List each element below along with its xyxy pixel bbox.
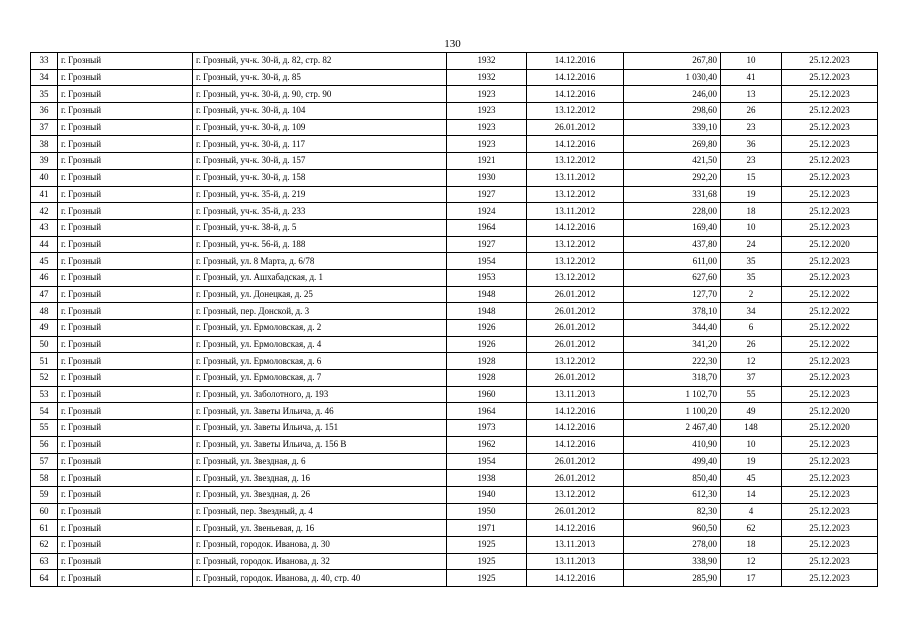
deadline-cell: 25.12.2023 — [782, 353, 878, 370]
city-cell: г. Грозный — [58, 153, 193, 170]
city-cell: г. Грозный — [58, 486, 193, 503]
date-cell: 14.12.2016 — [527, 136, 624, 153]
date-cell: 13.12.2012 — [527, 269, 624, 286]
city-cell: г. Грозный — [58, 186, 193, 203]
year-built-cell: 1923 — [447, 86, 527, 103]
date-cell: 26.01.2012 — [527, 453, 624, 470]
deadline-cell: 25.12.2023 — [782, 53, 878, 70]
year-built-cell: 1924 — [447, 203, 527, 220]
deadline-cell: 25.12.2022 — [782, 336, 878, 353]
date-cell: 13.12.2012 — [527, 236, 624, 253]
year-built-cell: 1954 — [447, 253, 527, 270]
area-cell: 292,20 — [624, 169, 721, 186]
deadline-cell: 25.12.2020 — [782, 236, 878, 253]
city-cell: г. Грозный — [58, 136, 193, 153]
city-cell: г. Грозный — [58, 503, 193, 520]
city-cell: г. Грозный — [58, 453, 193, 470]
address-cell: г. Грозный, ул. Звездная, д. 26 — [193, 486, 447, 503]
row-number: 42 — [31, 203, 58, 220]
address-cell: г. Грозный, ул. Ермоловская, д. 6 — [193, 353, 447, 370]
row-number: 47 — [31, 286, 58, 303]
deadline-cell: 25.12.2023 — [782, 219, 878, 236]
year-built-cell: 1964 — [447, 219, 527, 236]
address-cell: г. Грозный, ул. Звездная, д. 6 — [193, 453, 447, 470]
address-cell: г. Грозный, уч-к. 30-й, д. 85 — [193, 69, 447, 86]
city-cell: г. Грозный — [58, 403, 193, 420]
date-cell: 26.01.2012 — [527, 470, 624, 487]
row-number: 41 — [31, 186, 58, 203]
city-cell: г. Грозный — [58, 269, 193, 286]
address-cell: г. Грозный, ул. Заветы Ильича, д. 151 — [193, 420, 447, 437]
table-row — [31, 336, 878, 353]
residents-cell: 4 — [721, 503, 782, 520]
table-row — [31, 153, 878, 170]
row-number: 52 — [31, 370, 58, 387]
year-built-cell: 1930 — [447, 169, 527, 186]
date-cell: 13.12.2012 — [527, 103, 624, 120]
row-number: 43 — [31, 219, 58, 236]
year-built-cell: 1923 — [447, 136, 527, 153]
city-cell: г. Грозный — [58, 553, 193, 570]
city-cell: г. Грозный — [58, 320, 193, 337]
address-cell: г. Грозный, ул. Заветы Ильича, д. 46 — [193, 403, 447, 420]
row-number: 40 — [31, 169, 58, 186]
deadline-cell: 25.12.2023 — [782, 503, 878, 520]
address-cell: г. Грозный, городок. Иванова, д. 32 — [193, 553, 447, 570]
residents-cell: 62 — [721, 520, 782, 537]
deadline-cell: 25.12.2023 — [782, 69, 878, 86]
date-cell: 14.12.2016 — [527, 86, 624, 103]
residents-cell: 26 — [721, 103, 782, 120]
year-built-cell: 1954 — [447, 453, 527, 470]
date-cell: 26.01.2012 — [527, 370, 624, 387]
city-cell: г. Грозный — [58, 470, 193, 487]
table-row — [31, 119, 878, 136]
row-number: 48 — [31, 303, 58, 320]
row-number: 36 — [31, 103, 58, 120]
city-cell: г. Грозный — [58, 203, 193, 220]
address-cell: г. Грозный, ул. Звездная, д. 16 — [193, 470, 447, 487]
deadline-cell: 25.12.2023 — [782, 453, 878, 470]
area-cell: 611,00 — [624, 253, 721, 270]
city-cell: г. Грозный — [58, 353, 193, 370]
date-cell: 26.01.2012 — [527, 119, 624, 136]
table-row — [31, 253, 878, 270]
year-built-cell: 1960 — [447, 386, 527, 403]
row-number: 64 — [31, 570, 58, 587]
table-row — [31, 453, 878, 470]
date-cell: 14.12.2016 — [527, 436, 624, 453]
address-cell: г. Грозный, уч-к. 30-й, д. 104 — [193, 103, 447, 120]
residents-cell: 19 — [721, 453, 782, 470]
area-cell: 1 102,70 — [624, 386, 721, 403]
address-cell: г. Грозный, пер. Донской, д. 3 — [193, 303, 447, 320]
row-number: 62 — [31, 536, 58, 553]
date-cell: 13.11.2013 — [527, 536, 624, 553]
row-number: 55 — [31, 420, 58, 437]
area-cell: 82,30 — [624, 503, 721, 520]
residents-cell: 49 — [721, 403, 782, 420]
city-cell: г. Грозный — [58, 86, 193, 103]
table-row — [31, 536, 878, 553]
residents-cell: 10 — [721, 219, 782, 236]
row-number: 59 — [31, 486, 58, 503]
year-built-cell: 1921 — [447, 153, 527, 170]
area-cell: 228,00 — [624, 203, 721, 220]
residents-cell: 17 — [721, 570, 782, 587]
residents-cell: 55 — [721, 386, 782, 403]
area-cell: 1 030,40 — [624, 69, 721, 86]
deadline-cell: 25.12.2023 — [782, 86, 878, 103]
year-built-cell: 1964 — [447, 403, 527, 420]
residents-cell: 18 — [721, 536, 782, 553]
date-cell: 13.12.2012 — [527, 353, 624, 370]
year-built-cell: 1926 — [447, 336, 527, 353]
residents-cell: 19 — [721, 186, 782, 203]
area-cell: 298,60 — [624, 103, 721, 120]
city-cell: г. Грозный — [58, 520, 193, 537]
address-cell: г. Грозный, ул. Звеньевая, д. 16 — [193, 520, 447, 537]
address-cell: г. Грозный, уч-к. 30-й, д. 90, стр. 90 — [193, 86, 447, 103]
table-row — [31, 386, 878, 403]
address-cell: г. Грозный, ул. 8 Марта, д. 6/78 — [193, 253, 447, 270]
residents-cell: 36 — [721, 136, 782, 153]
row-number: 57 — [31, 453, 58, 470]
date-cell: 14.12.2016 — [527, 403, 624, 420]
table-row — [31, 286, 878, 303]
residents-cell: 148 — [721, 420, 782, 437]
residents-cell: 10 — [721, 436, 782, 453]
row-number: 33 — [31, 53, 58, 70]
address-cell: г. Грозный, ул. Ермоловская, д. 4 — [193, 336, 447, 353]
table-row — [31, 269, 878, 286]
city-cell: г. Грозный — [58, 53, 193, 70]
date-cell: 13.12.2012 — [527, 186, 624, 203]
deadline-cell: 25.12.2023 — [782, 520, 878, 537]
area-cell: 269,80 — [624, 136, 721, 153]
year-built-cell: 1948 — [447, 286, 527, 303]
city-cell: г. Грозный — [58, 219, 193, 236]
row-number: 61 — [31, 520, 58, 537]
address-cell: г. Грозный, пер. Звездный, д. 4 — [193, 503, 447, 520]
table-row — [31, 219, 878, 236]
year-built-cell: 1932 — [447, 53, 527, 70]
deadline-cell: 25.12.2023 — [782, 253, 878, 270]
year-built-cell: 1940 — [447, 486, 527, 503]
row-number: 45 — [31, 253, 58, 270]
city-cell: г. Грозный — [58, 370, 193, 387]
table-row — [31, 370, 878, 387]
area-cell: 421,50 — [624, 153, 721, 170]
year-built-cell: 1932 — [447, 69, 527, 86]
residents-cell: 34 — [721, 303, 782, 320]
deadline-cell: 25.12.2023 — [782, 119, 878, 136]
residents-cell: 41 — [721, 69, 782, 86]
area-cell: 341,20 — [624, 336, 721, 353]
residents-cell: 14 — [721, 486, 782, 503]
area-cell: 246,00 — [624, 86, 721, 103]
year-built-cell: 1953 — [447, 269, 527, 286]
address-cell: г. Грозный, уч-к. 30-й, д. 82, стр. 82 — [193, 53, 447, 70]
deadline-cell: 25.12.2023 — [782, 386, 878, 403]
city-cell: г. Грозный — [58, 336, 193, 353]
row-number: 58 — [31, 470, 58, 487]
deadline-cell: 25.12.2023 — [782, 186, 878, 203]
table-row — [31, 169, 878, 186]
address-cell: г. Грозный, уч-к. 30-й, д. 157 — [193, 153, 447, 170]
city-cell: г. Грозный — [58, 169, 193, 186]
address-cell: г. Грозный, ул. Донецкая, д. 25 — [193, 286, 447, 303]
residents-cell: 37 — [721, 370, 782, 387]
deadline-cell: 25.12.2023 — [782, 570, 878, 587]
area-cell: 222,30 — [624, 353, 721, 370]
deadline-cell: 25.12.2023 — [782, 153, 878, 170]
table-row — [31, 53, 878, 70]
table-row — [31, 353, 878, 370]
deadline-cell: 25.12.2023 — [782, 486, 878, 503]
table-row — [31, 570, 878, 587]
table-row — [31, 420, 878, 437]
year-built-cell: 1925 — [447, 553, 527, 570]
date-cell: 26.01.2012 — [527, 303, 624, 320]
residents-cell: 35 — [721, 253, 782, 270]
area-cell: 627,60 — [624, 269, 721, 286]
address-cell: г. Грозный, ул. Заветы Ильича, д. 156 В — [193, 436, 447, 453]
housing-registry-table — [30, 52, 878, 587]
area-cell: 378,10 — [624, 303, 721, 320]
residents-cell: 2 — [721, 286, 782, 303]
area-cell: 318,70 — [624, 370, 721, 387]
city-cell: г. Грозный — [58, 119, 193, 136]
residents-cell: 12 — [721, 353, 782, 370]
date-cell: 14.12.2016 — [527, 520, 624, 537]
table-body — [31, 53, 878, 587]
row-number: 60 — [31, 503, 58, 520]
residents-cell: 18 — [721, 203, 782, 220]
area-cell: 331,68 — [624, 186, 721, 203]
address-cell: г. Грозный, городок. Иванова, д. 30 — [193, 536, 447, 553]
address-cell: г. Грозный, ул. Ермоловская, д. 7 — [193, 370, 447, 387]
date-cell: 26.01.2012 — [527, 320, 624, 337]
area-cell: 278,00 — [624, 536, 721, 553]
date-cell: 13.12.2012 — [527, 253, 624, 270]
deadline-cell: 25.12.2022 — [782, 320, 878, 337]
city-cell: г. Грозный — [58, 286, 193, 303]
area-cell: 338,90 — [624, 553, 721, 570]
city-cell: г. Грозный — [58, 386, 193, 403]
residents-cell: 10 — [721, 53, 782, 70]
area-cell: 960,50 — [624, 520, 721, 537]
row-number: 34 — [31, 69, 58, 86]
area-cell: 2 467,40 — [624, 420, 721, 437]
residents-cell: 15 — [721, 169, 782, 186]
year-built-cell: 1962 — [447, 436, 527, 453]
deadline-cell: 25.12.2023 — [782, 436, 878, 453]
row-number: 56 — [31, 436, 58, 453]
row-number: 35 — [31, 86, 58, 103]
date-cell: 13.11.2013 — [527, 553, 624, 570]
deadline-cell: 25.12.2020 — [782, 403, 878, 420]
area-cell: 410,90 — [624, 436, 721, 453]
deadline-cell: 25.12.2023 — [782, 269, 878, 286]
date-cell: 26.01.2012 — [527, 336, 624, 353]
city-cell: г. Грозный — [58, 420, 193, 437]
row-number: 39 — [31, 153, 58, 170]
date-cell: 14.12.2016 — [527, 53, 624, 70]
residents-cell: 13 — [721, 86, 782, 103]
area-cell: 127,70 — [624, 286, 721, 303]
deadline-cell: 25.12.2023 — [782, 553, 878, 570]
year-built-cell: 1923 — [447, 119, 527, 136]
date-cell: 14.12.2016 — [527, 69, 624, 86]
year-built-cell: 1973 — [447, 420, 527, 437]
row-number: 63 — [31, 553, 58, 570]
area-cell: 169,40 — [624, 219, 721, 236]
table-row — [31, 520, 878, 537]
city-cell: г. Грозный — [58, 253, 193, 270]
deadline-cell: 25.12.2020 — [782, 420, 878, 437]
row-number: 53 — [31, 386, 58, 403]
date-cell: 14.12.2016 — [527, 420, 624, 437]
city-cell: г. Грозный — [58, 436, 193, 453]
table-row — [31, 186, 878, 203]
table-row — [31, 470, 878, 487]
year-built-cell: 1928 — [447, 370, 527, 387]
deadline-cell: 25.12.2022 — [782, 303, 878, 320]
address-cell: г. Грозный, городок. Иванова, д. 40, стр. 40 — [193, 570, 447, 587]
address-cell: г. Грозный, ул. Ермоловская, д. 2 — [193, 320, 447, 337]
row-number: 49 — [31, 320, 58, 337]
residents-cell: 23 — [721, 153, 782, 170]
area-cell: 499,40 — [624, 453, 721, 470]
table-row — [31, 403, 878, 420]
address-cell: г. Грозный, уч-к. 35-й, д. 219 — [193, 186, 447, 203]
residents-cell: 6 — [721, 320, 782, 337]
year-built-cell: 1927 — [447, 236, 527, 253]
area-cell: 850,40 — [624, 470, 721, 487]
deadline-cell: 25.12.2023 — [782, 470, 878, 487]
address-cell: г. Грозный, уч-к. 30-й, д. 117 — [193, 136, 447, 153]
date-cell: 13.11.2012 — [527, 203, 624, 220]
page-number: 130 — [444, 38, 461, 50]
area-cell: 339,10 — [624, 119, 721, 136]
area-cell: 267,80 — [624, 53, 721, 70]
residents-cell: 12 — [721, 553, 782, 570]
row-number: 44 — [31, 236, 58, 253]
date-cell: 14.12.2016 — [527, 570, 624, 587]
row-number: 50 — [31, 336, 58, 353]
deadline-cell: 25.12.2023 — [782, 203, 878, 220]
address-cell: г. Грозный, ул. Заболотного, д. 193 — [193, 386, 447, 403]
residents-cell: 23 — [721, 119, 782, 136]
date-cell: 26.01.2012 — [527, 286, 624, 303]
deadline-cell: 25.12.2023 — [782, 370, 878, 387]
date-cell: 13.12.2012 — [527, 486, 624, 503]
row-number: 46 — [31, 269, 58, 286]
deadline-cell: 25.12.2023 — [782, 103, 878, 120]
deadline-cell: 25.12.2023 — [782, 136, 878, 153]
year-built-cell: 1925 — [447, 536, 527, 553]
year-built-cell: 1927 — [447, 186, 527, 203]
year-built-cell: 1971 — [447, 520, 527, 537]
area-cell: 285,90 — [624, 570, 721, 587]
date-cell: 13.11.2013 — [527, 386, 624, 403]
city-cell: г. Грозный — [58, 236, 193, 253]
address-cell: г. Грозный, уч-к. 35-й, д. 233 — [193, 203, 447, 220]
date-cell: 13.11.2012 — [527, 169, 624, 186]
city-cell: г. Грозный — [58, 103, 193, 120]
year-built-cell: 1923 — [447, 103, 527, 120]
table-row — [31, 69, 878, 86]
address-cell: г. Грозный, ул. Ашхабадская, д. 1 — [193, 269, 447, 286]
area-cell: 437,80 — [624, 236, 721, 253]
table-row — [31, 203, 878, 220]
row-number: 54 — [31, 403, 58, 420]
table-row — [31, 503, 878, 520]
date-cell: 26.01.2012 — [527, 503, 624, 520]
residents-cell: 24 — [721, 236, 782, 253]
date-cell: 14.12.2016 — [527, 219, 624, 236]
table-row — [31, 553, 878, 570]
residents-cell: 45 — [721, 470, 782, 487]
deadline-cell: 25.12.2023 — [782, 536, 878, 553]
address-cell: г. Грозный, уч-к. 38-й, д. 5 — [193, 219, 447, 236]
area-cell: 344,40 — [624, 320, 721, 337]
table-row — [31, 136, 878, 153]
table-row — [31, 436, 878, 453]
address-cell: г. Грозный, уч-к. 30-й, д. 109 — [193, 119, 447, 136]
year-built-cell: 1950 — [447, 503, 527, 520]
year-built-cell: 1925 — [447, 570, 527, 587]
year-built-cell: 1926 — [447, 320, 527, 337]
residents-cell: 26 — [721, 336, 782, 353]
address-cell: г. Грозный, уч-к. 56-й, д. 188 — [193, 236, 447, 253]
area-cell: 1 100,20 — [624, 403, 721, 420]
residents-cell: 35 — [721, 269, 782, 286]
table-row — [31, 486, 878, 503]
row-number: 38 — [31, 136, 58, 153]
row-number: 37 — [31, 119, 58, 136]
deadline-cell: 25.12.2022 — [782, 286, 878, 303]
table-row — [31, 103, 878, 120]
table-row — [31, 86, 878, 103]
year-built-cell: 1928 — [447, 353, 527, 370]
row-number: 51 — [31, 353, 58, 370]
deadline-cell: 25.12.2023 — [782, 169, 878, 186]
area-cell: 612,30 — [624, 486, 721, 503]
table-row — [31, 320, 878, 337]
year-built-cell: 1938 — [447, 470, 527, 487]
date-cell: 13.12.2012 — [527, 153, 624, 170]
table-row — [31, 303, 878, 320]
address-cell: г. Грозный, уч-к. 30-й, д. 158 — [193, 169, 447, 186]
year-built-cell: 1948 — [447, 303, 527, 320]
city-cell: г. Грозный — [58, 69, 193, 86]
table-row — [31, 236, 878, 253]
city-cell: г. Грозный — [58, 303, 193, 320]
city-cell: г. Грозный — [58, 570, 193, 587]
city-cell: г. Грозный — [58, 536, 193, 553]
